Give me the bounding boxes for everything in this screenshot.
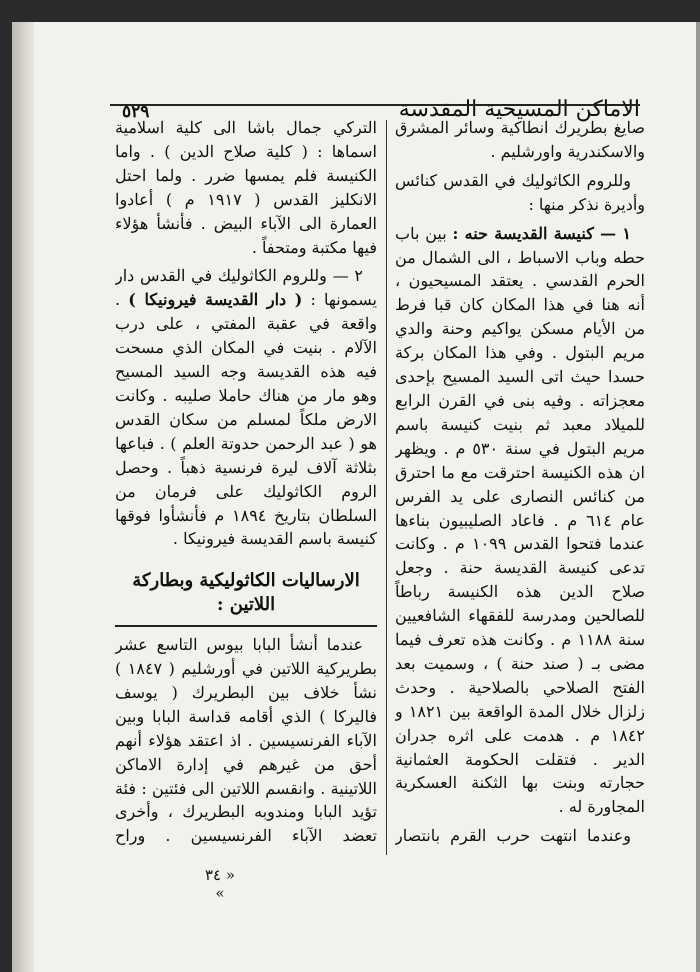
item-label: ( دار القديسة فيرونيكا ) (128, 290, 303, 310)
section-heading: الارساليات الكاثوليكية وبطاركة اللاتين : (115, 569, 377, 627)
left-column (115, 116, 377, 851)
paragraph: وعندما انتهت حرب القرم بانتصار (395, 826, 631, 846)
column-divider (386, 120, 387, 855)
item-text: . واقعة في عقبة المفتي ، على درب الآلام . بنيت في المكان الذي مسحت فيه هذه القديسة وجه السيد المسيح وهو مار من هناك حاملا صليبه . وكانت الارض ملكاً لمسلم من سكان القدس هو ( عبد الرحمن حدوتة العلم ) . فباعها بثلاثة آلاف ليرة فرنسية ذهباً . وحصل الروم الكاثوليك على فرمان من السلطان بتاريخ ١٨٩٤ م فأنشأوا فوقها كنيسة باسم القديسة فيرونيكا . (115, 290, 377, 549)
running-title: الاماكن المسيحية المقدسة (398, 97, 640, 122)
paragraph: صايغ بطريرك انطاكية وسائر المشرق والاسكندرية واورشليم . (395, 118, 645, 161)
item-text: بين باب حطه وباب الاسباط ، الى الشمال من الحرم القدسي . يعتقد المسيحيون ، أنه هنا في هذا المكان كان قبا فرط من الأيام مسكن يواكيم وحنة والدي مريم البتول . وفي هذا المكان بركة حسدا حيث اتى السيد المسيح بإحدى معجزاته . وفيه بنى في القرن الرابع للميلاد معبد ثم بنيت كنيسة باسم مريم البتول في سنة ٥٣٠ م . ويظهر ان هذه الكنيسة احترقت مع ما احترق من كنائس النصارى على يد الفرس عام ٦١٤ م . فاعاد الصليبيون بناءها عندما فتحوا القدس ١٠٩٩ م . وكانت تدعى كنيسة القديسة حنة . وجعل صلاح الدين هذه الكنيسة رباطاً للصالحين ومدرسة للفقهاء الشافعيين سنة ١١٨٨ م . وكانت هذه تعرف فيما مضى بـ ( صند حنة ) ، وسميت بعد الفتح الصلاحي بالصلاحية . وحدث زلزال خلال المدة الواقعة بين ١٨٢١ و ١٨٤٢ م . هدمت على اثره جدران الدير . فتقلت الحكومة العثمانية حجارته وبنت بها الثكنة العسكرية المجاورة له . (395, 223, 645, 817)
page-marker: « ٣٤ » (204, 866, 236, 902)
list-item (115, 264, 377, 551)
paragraph: التركي جمال باشا الى كلية اسلامية اسماها : ( كلية صلاح الدين ) . واما الكنيسة فلم يمسها ضرر . ولما احتل الانكليز القدس ( ١٩١٧ م ) أعادوا العمارة الى الآباء البيض . فأنشأ هؤلاء فيها مكتبة ومتحفاً . (115, 118, 377, 257)
paragraph: عندما أنشأ البابا بيوس التاسع عشر بطريركية اللاتين في أورشليم ( ١٨٤٧ ) نشأ خلاف بين البطريرك ( يوسف فاليركا ) الذي أقامه قداسة البابا وبين الآباء الفرنسيسين . اذ اعتقد هؤلاء أنهم أحق من غيرهم في إدارة الاماكن اللاتينية . وانقسم اللاتين الى فئتين : فئة تؤيد البابا ومندوبه البطريرك ، وأخرى تعضد الآباء الفرنسيسين . وراح (115, 635, 377, 846)
list-item (395, 222, 645, 820)
item-label: ١ — كنيسة القديسة حنه : (452, 223, 632, 243)
header-rule (110, 104, 640, 106)
item-prefix: ٢ — وللروم الكاثوليك في القدس دار يسمونها : (115, 266, 377, 310)
right-column (395, 116, 645, 851)
page-gutter-shadow (12, 22, 34, 972)
paragraph: وللروم الكاثوليك في القدس كنائس وأديرة نذكر منها : (395, 170, 645, 214)
page-number: ٥٢٩ (122, 102, 150, 122)
